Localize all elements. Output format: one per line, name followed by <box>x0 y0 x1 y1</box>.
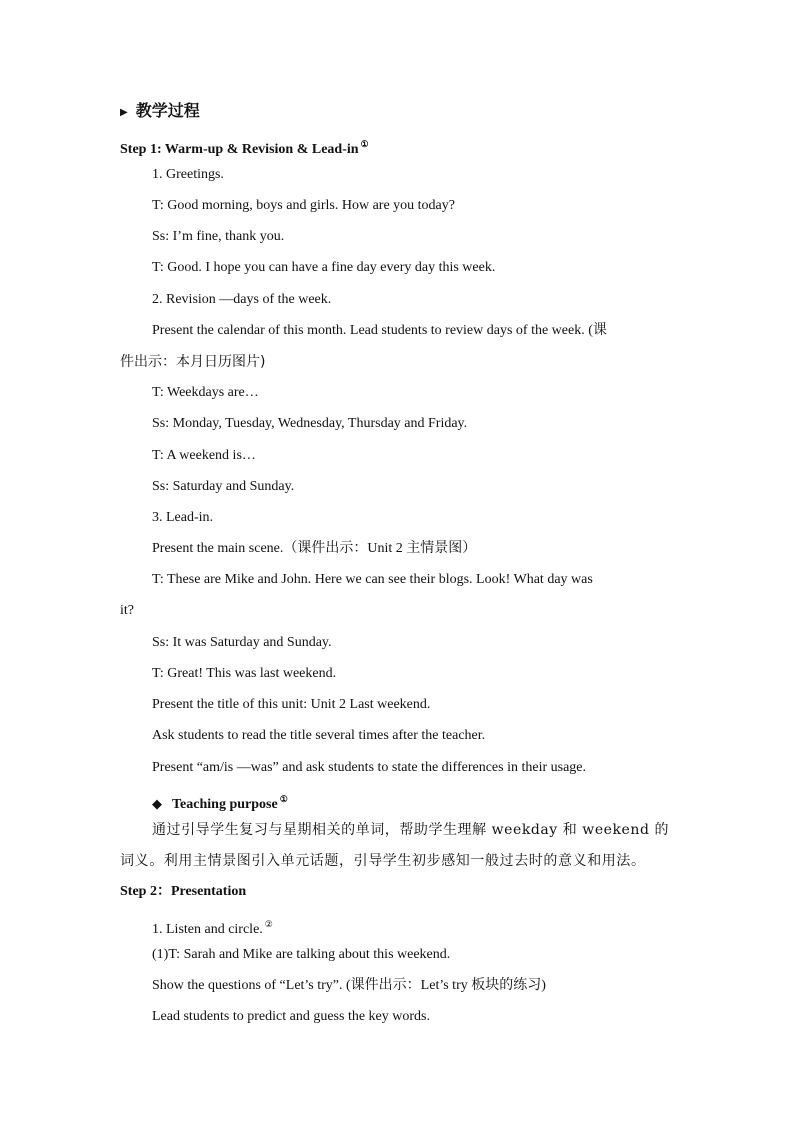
triangle-marker-icon: ▶ <box>120 107 128 118</box>
step1-line: it? <box>120 603 134 618</box>
step1-line: 件出示：本月日历图片) <box>120 354 266 370</box>
step1-line: T: These are Mike and John. Here we can see their blogs. Look! What day was <box>152 572 593 587</box>
step1-line: T: Great! This was last weekend. <box>152 666 337 681</box>
step1-line: T: Good. I hope you can have a fine day every day this week. <box>152 260 496 275</box>
section-heading-text: 教学过程 <box>135 101 200 120</box>
step1-line: Ss: Monday, Tuesday, Wednesday, Thursday and Friday. <box>152 416 468 431</box>
step1-line: Ss: I’m fine, thank you. <box>152 229 285 244</box>
step1-line: 1. Greetings. <box>152 167 224 182</box>
teaching-purpose-line: 通过引导学生复习与星期相关的单词，帮助学生理解 weekday 和 weekend 的 <box>152 822 670 838</box>
step1-line: Ask students to read the title several times after the teacher. <box>152 728 486 743</box>
step1-line: Ss: Saturday and Sunday. <box>152 479 295 494</box>
step1-line: Present “am/is —was” and ask students to state the differences in their usage. <box>152 760 587 775</box>
step1-line: Present the main scene.（课件出示：Unit 2 主情景图） <box>152 541 477 556</box>
footnote-mark: ② <box>264 919 273 929</box>
footnote-mark: ① <box>279 794 288 804</box>
step2-line: Show the questions of “Let’s try”. (课件出示：Let’s try 板块的练习) <box>152 978 546 993</box>
step1-line: T: Weekdays are… <box>152 385 259 400</box>
step2-line: 1. Listen and circle. <box>152 922 263 937</box>
step1-line: 3. Lead-in. <box>152 510 214 525</box>
teaching-purpose-title <box>152 790 288 814</box>
step2-line-listen <box>152 915 273 939</box>
step1-line: T: A weekend is… <box>152 448 256 463</box>
step1-line: Present the title of this unit: Unit 2 Last weekend. <box>152 697 431 712</box>
step1-line: Present the calendar of this month. Lead students to review days of the week. (课 <box>152 323 607 338</box>
teaching-purpose-title-text: Teaching purpose <box>172 797 278 812</box>
step1-line: Ss: It was Saturday and Sunday. <box>152 635 332 650</box>
step1-line: T: Good morning, boys and girls. How are you today? <box>152 198 455 213</box>
step2-line: Lead students to predict and guess the key words. <box>152 1009 430 1024</box>
step2-line: (1)T: Sarah and Mike are talking about this weekend. <box>152 947 451 962</box>
step1-title <box>120 135 369 159</box>
teaching-purpose-line: 词义。利用主情景图引入单元话题，引导学生初步感知一般过去时的意义和用法。 <box>120 853 646 869</box>
footnote-mark: ① <box>360 139 369 149</box>
step1-title-text: Step 1: Warm-up & Revision & Lead-in <box>120 142 359 157</box>
step2-title: Step 2：Presentation <box>120 884 247 899</box>
section-heading <box>120 102 200 122</box>
step1-line: 2. Revision —days of the week. <box>152 292 332 307</box>
diamond-bullet-icon: ◆ <box>152 796 162 811</box>
